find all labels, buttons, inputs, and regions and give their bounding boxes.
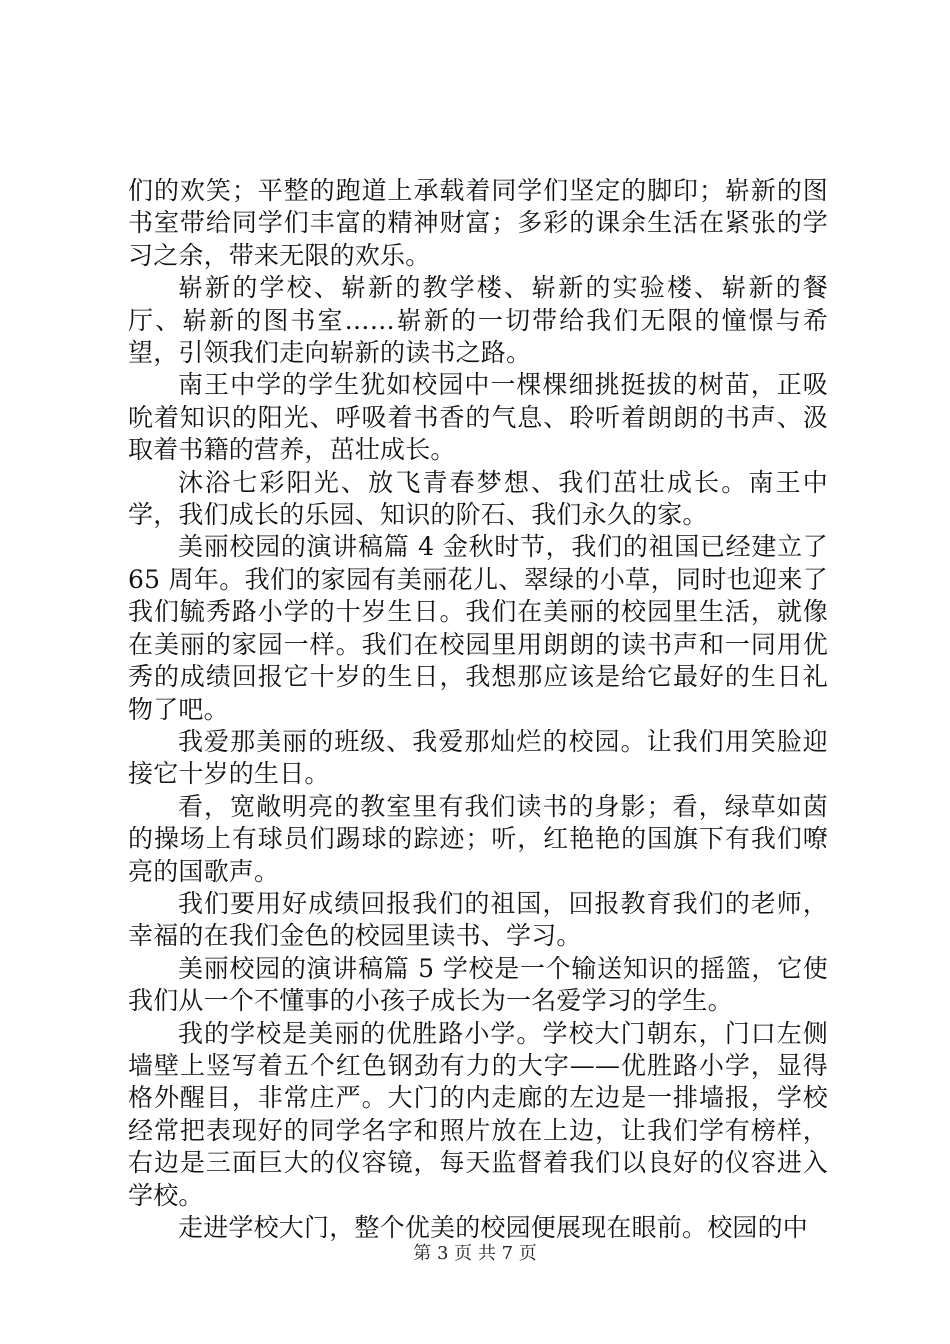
paragraph: 我爱那美丽的班级、我爱那灿烂的校园。让我们用笑脸迎接它十岁的生日。 bbox=[128, 726, 828, 789]
paragraph: 美丽校园的演讲稿篇 5 学校是一个输送知识的摇篮，它使我们从一个不懂事的小孩子成长为一名爱学习的学生。 bbox=[128, 953, 828, 1016]
body-text bbox=[128, 175, 828, 1244]
paragraph: 我的学校是美丽的优胜路小学。学校大门朝东，门口左侧墙壁上竖写着五个红色钢劲有力的大字——优胜路小学，显得格外醒目，非常庄严。大门的内走廊的左边是一排墙报，学校经常把表现好的同学名字和照片放在上边，让我们学有榜样，右边是三面巨大的仪容镜，每天监督着我们以良好的仪容进入学校。 bbox=[128, 1018, 828, 1210]
page-footer bbox=[0, 1242, 950, 1266]
paragraph-continued: 们的欢笑；平整的跑道上承载着同学们坚定的脚印；崭新的图书室带给同学们丰富的精神财富；多彩的课余生活在紧张的学习之余，带来无限的欢乐。 bbox=[128, 176, 828, 270]
page-number-label: 第 3 页 共 7 页 bbox=[413, 1243, 537, 1264]
paragraph: 看，宽敞明亮的教室里有我们读书的身影；看，绿草如茵的操场上有球员们踢球的踪迹；听，红艳艳的国旗下有我们嘹亮的国歌声。 bbox=[128, 791, 828, 886]
paragraph: 美丽校园的演讲稿篇 4 金秋时节，我们的祖国已经建立了65 周年。我们的家园有美丽花儿、翠绿的小草，同时也迎来了我们毓秀路小学的十岁生日。我们在美丽的校园里生活，就像在美丽的家园一样。我们在校园里用朗朗的读书声和一同用优秀的成绩回报它十岁的生日，我想那应该是给它最好的生日礼物了吧。 bbox=[128, 532, 828, 724]
paragraph: 我们要用好成绩回报我们的祖国，回报教育我们的老师，幸福的在我们金色的校园里读书、学习。 bbox=[128, 888, 828, 951]
paragraph: 走进学校大门，整个优美的校园便展现在眼前。校园的中 bbox=[178, 1213, 809, 1242]
paragraph: 崭新的学校、崭新的教学楼、崭新的实验楼、崭新的餐厅、崭新的图书室……崭新的一切带给我们无限的憧憬与希望，引领我们走向崭新的读书之路。 bbox=[128, 273, 828, 368]
paragraph: 沐浴七彩阳光、放飞青春梦想、我们茁壮成长。南王中学，我们成长的乐园、知识的阶石、我们永久的家。 bbox=[128, 467, 828, 530]
paragraph: 南王中学的学生犹如校园中一棵棵细挑挺拔的树苗，正吸吮着知识的阳光、呼吸着书香的气息、聆听着朗朗的书声、汲取着书籍的营养，茁壮成长。 bbox=[128, 370, 828, 465]
